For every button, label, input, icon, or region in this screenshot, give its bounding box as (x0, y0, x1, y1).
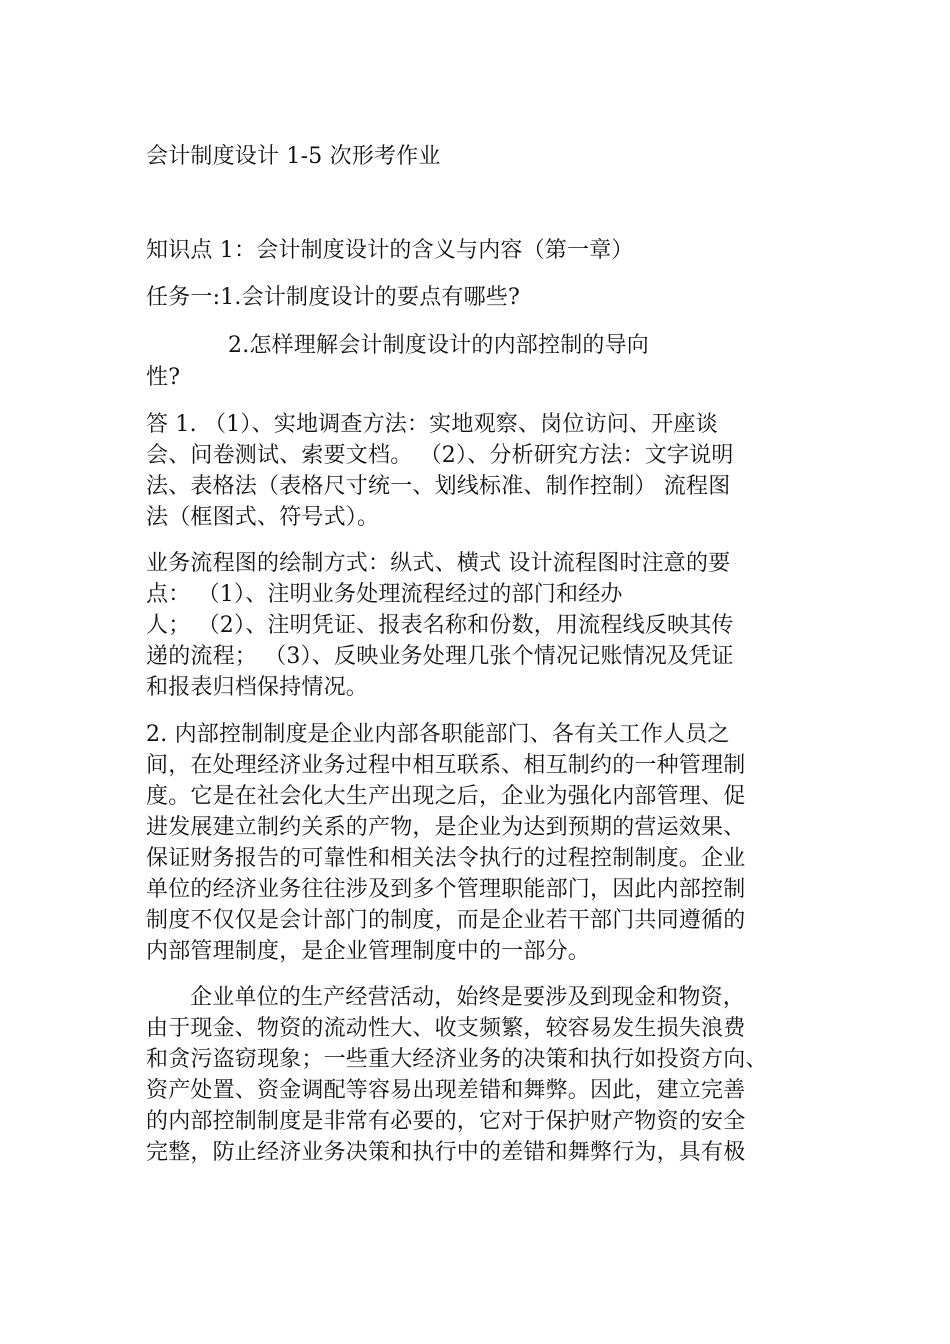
paragraph-line: 由于现金、物资的流动性大、收支频繁，较容易发生损失浪费 (146, 1016, 746, 1041)
paragraph-line: 度。它是在社会化大生产出现之后，企业为强化内部管理、促 (146, 784, 746, 809)
paragraph-line: 法（框图式、符号式）。 (146, 505, 380, 530)
paragraph-line: 会、问卷测试、索要文档。 （2）、分析研究方法：文字说明 (146, 443, 734, 468)
paragraph-line: 递的流程； （3）、反映业务处理几张个情况记账情况及凭证 (146, 644, 734, 669)
section-heading: 知识点 1：会计制度设计的含义与内容（第一章） (146, 238, 634, 263)
paragraph-line: 法、表格法（表格尺寸统一、划线标准、制作控制） 流程图 (146, 474, 731, 499)
paragraph-line: 点： （1）、注明业务处理流程经过的部门和经办 (146, 582, 623, 607)
paragraph-line: 和报表归档保持情况。 (146, 675, 369, 700)
paragraph-line: 业务流程图的绘制方式：纵式、横式 设计流程图时注意的要 (146, 551, 731, 576)
paragraph-line: 企业单位的生产经营活动，始终是要涉及到现金和物资， (190, 985, 746, 1010)
paragraph-line: 进发展建立制约关系的产物，是企业为达到预期的营运效果、 (146, 815, 746, 840)
task-question-1: 任务一:1.会计制度设计的要点有哪些? (146, 285, 520, 310)
paragraph-line: 单位的经济业务往往涉及到多个管理职能部门，因此内部控制 (146, 877, 746, 902)
paragraph-line: 内部管理制度，是企业管理制度中的一部分。 (146, 939, 591, 964)
paragraph-line: 的内部控制制度是非常有必要的，它对于保护财产物资的安全 (146, 1109, 746, 1134)
paragraph-line: 制度不仅仅是会计部门的制度，而是企业若干部门共同遵循的 (146, 908, 746, 933)
paragraph-line: 和贪污盗窃现象；一些重大经济业务的决策和执行如投资方向、 (146, 1047, 768, 1072)
paragraph-line: 资产处置、资金调配等容易出现差错和舞弊。因此，建立完善 (146, 1078, 746, 1103)
task-question-2-continued: 性? (146, 365, 181, 390)
paragraph-line: 人； （2）、注明凭证、报表名称和份数，用流程线反映其传 (146, 613, 734, 638)
paragraph-line: 间，在处理经济业务过程中相互联系、相互制约的一种管理制 (146, 753, 746, 778)
document-title: 会计制度设计 1-5 次形考作业 (146, 144, 441, 169)
paragraph-line: 完整，防止经济业务决策和执行中的差错和舞弊行为，具有极 (146, 1140, 746, 1165)
document-page (146, 0, 808, 1344)
task-question-2: 2.怎样理解会计制度设计的内部控制的导向 (228, 333, 649, 358)
paragraph-line: 2. 内部控制制度是企业内部各职能部门、各有关工作人员之 (146, 722, 730, 747)
paragraph-line: 保证财务报告的可靠性和相关法令执行的过程控制制度。企业 (146, 846, 746, 871)
paragraph-line: 答 1. （1）、实地调查方法：实地观察、岗位访问、开座谈 (146, 412, 718, 437)
